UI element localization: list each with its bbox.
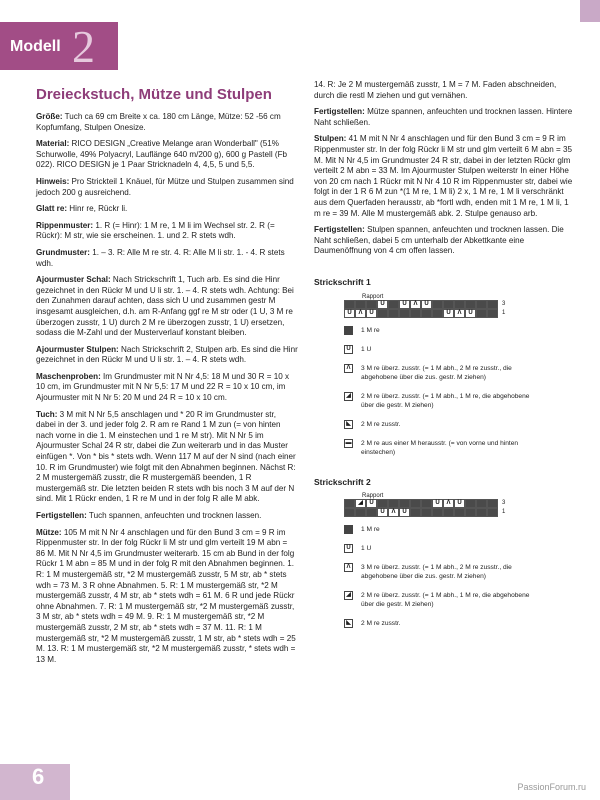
chart-cell	[476, 499, 487, 508]
legend-item	[344, 420, 544, 429]
legend-item	[344, 439, 544, 457]
paragraph-lead: Fertigstellen:	[314, 107, 365, 117]
paragraph-lead: Größe:	[36, 112, 63, 121]
paragraph	[36, 345, 298, 366]
paragraph	[36, 511, 298, 522]
chart-cell	[487, 508, 498, 517]
chart-cell: Ʌ	[355, 309, 366, 318]
chart-cell: U	[399, 508, 410, 517]
chart-cell	[476, 309, 487, 318]
paragraph-text: 1. – 3. R: Alle M re str. 4. R: Alle M li str. 1. - 4. R stets wdh.	[36, 247, 285, 268]
paragraph-lead: Ajourmuster Stulpen:	[36, 344, 119, 354]
modell-number: 2	[72, 21, 95, 72]
chart-cell: U	[377, 508, 388, 517]
legend-item	[344, 591, 544, 609]
chart-cell	[432, 508, 443, 517]
paragraph-text: 105 M mit N Nr 4 anschlagen und für den Bund 3 cm = 9 R im Rippenmuster str. In der folg Rückr li M str und glm verteilt 19 M abn = 86 M. Mit N Nr 4,5 im Grundmuster weiterarb. 15 cm ab Bund in der folg Rückr 1 M abn = 85 M und in der folg R mit den Abnahmen beginnen. 1. R: 1 M mustergemäß str, *2 M mustergemäß zusstr, 5 M str, ab * stets wdh = 73 M. 3 R ohne Abnahmen. 5. R: 1 M mustergemäß str, *2 M mustergemäß zusstr, 4 M str, ab * stets wdh = 61 M. 6 R und jede Rückr ohne Abnahmen. 7. R: 1 M mustergemäß str, *2 M mustergemäß zusstr, 3 M str, ab * stets wdh = 49 M. 9. R: 1 M mustergemäß str, *2 M mustergemäß zusstr, 2 M str, ab * stets wdh = 37 M. 11. R: 1 M mustergemäß str, *2 M mustergemäß zusstr, 1 M str, ab * stets wdh = 25 M. 13. R: 1 M mustergemäß str, *2 M mustergemäß zusstr, * stets wdh = 13 M.	[36, 527, 296, 664]
legend-item	[344, 544, 544, 553]
chart-cell: U	[377, 300, 388, 309]
legend-symbol-icon: ▬	[345, 439, 352, 446]
paragraph-lead: Fertigstellen:	[36, 511, 87, 520]
page-number: 6	[32, 764, 45, 789]
legend-text: 2 M re zusstr.	[361, 620, 401, 628]
legend-symbol-icon: ◢	[344, 591, 353, 600]
legend-text: 1 U	[361, 345, 372, 353]
chart-cell: Ʌ	[410, 300, 421, 309]
chart-cell	[465, 499, 476, 508]
legend-text: 1 U	[361, 545, 372, 553]
paragraph	[36, 204, 298, 215]
legend-symbol-icon: ◣	[344, 619, 353, 628]
chart-cell	[487, 300, 498, 309]
legend-symbol-icon: Ʌ	[344, 364, 353, 373]
chart-cell	[366, 508, 377, 517]
chart-cell	[388, 309, 399, 318]
chart-cell: U	[421, 300, 432, 309]
paragraph	[314, 107, 576, 128]
chart-2-title: Strickschrift 2	[314, 476, 371, 487]
paragraph	[314, 80, 576, 101]
paragraph	[36, 177, 298, 198]
legend-item	[344, 392, 544, 410]
legend-text: 1 M re	[361, 326, 380, 334]
paragraph-text: Tuch ca 69 cm Breite x ca. 180 cm Länge, Mütze: 52 -56 cm Kopfumfang, Stulpen Onesize.	[36, 112, 281, 132]
paragraph-text: RICO DESIGN „Creative Melange aran Wonderball" (51% Schurwolle, 49% Polyacryl, Lauflänge 640 m/200 g), 600 g Pastell (Fb 022). RICO DESIGN je 1 Paar Stricknadeln 4, 4,5, 5 und 5,5.	[36, 139, 288, 170]
chart-cell	[465, 508, 476, 517]
paragraph-lead: Grundmuster:	[36, 247, 90, 257]
paragraph	[36, 248, 298, 269]
legend-symbol-icon: ◣	[344, 420, 353, 429]
legend-text: 2 M re überz. zusstr. (= 1 M abh., 1 M re, die abgehobene über die gestr. M ziehen)	[361, 592, 530, 609]
chart-row	[344, 309, 576, 318]
paragraph	[36, 221, 298, 242]
paragraph	[314, 134, 576, 219]
corner-tab	[580, 0, 600, 22]
chart-cell	[344, 508, 355, 517]
right-column	[314, 80, 576, 638]
paragraph	[36, 139, 298, 171]
legend-symbol-icon	[344, 326, 353, 335]
legend-text: 2 M re überz. zusstr. (= 1 M abh., 1 M re, die abgehobene über die gestr. M ziehen)	[361, 392, 530, 409]
chart-cell: U	[465, 309, 476, 318]
paragraph	[36, 410, 298, 505]
chart-cell: U	[443, 309, 454, 318]
chart-cell	[443, 508, 454, 517]
chart-cell: U	[344, 309, 355, 318]
paragraph-text: Im Grundmuster mit N Nr 4,5: 18 M und 30 R = 10 x 10 cm, im Grundmuster mit N Nr 5,5: 17 M und 22 R = 10 x 10 cm, im Ajourmuster mit N Nr 5: 20 M und 24 R = 10 x 10 cm.	[36, 371, 290, 403]
paragraph-lead: Glatt re:	[36, 204, 68, 214]
paragraph-text: 41 M mit N Nr 4 anschlagen und für den Bund 3 cm = 9 R im Rippenmuster str. In der folg Rückr li M str und glm verteilt 6 M abn = 35 M. Mit N Nr 4,5 im Grundmuster 24 R str, dabei in der letzten Rückr glm verteilt 2 M abn = 33 M. Im Ajourmuster Stulpen weiterstr In einer Höhe von 20 cm nach 1 Rückr mit N Nr 4 10 R im Rippenmuster str, dabei wie folgt in der 1 R 6 M zun *(1 M re, 1 M li) 2 x, 1 M re, 1 M li verschränkt aus dem Querfaden herausstr, ab *fortl wdh, enden mit 1 M re, 1 M li, 1 m re = 39 M. Alle M mustergemäß abk. 2. Stulpe genauso arb.	[314, 134, 573, 218]
chart-cell: U	[366, 309, 377, 318]
modell-header	[0, 22, 118, 70]
legend-item	[344, 525, 544, 534]
chart-cell: U	[454, 499, 465, 508]
chart-cell	[399, 309, 410, 318]
chart-cell	[432, 309, 443, 318]
paragraph-text: 1. R (= Hinr): 1 M re, 1 M li im Wechsel str. 2. R (= Rückr): M str, wie sie erscheinen. 1. und 2. R stets wdh.	[36, 220, 275, 241]
chart-cell	[355, 508, 366, 517]
chart-1-legend	[344, 326, 544, 457]
chart-1-title: Strickschrift 1	[314, 276, 371, 287]
paragraph	[36, 112, 298, 133]
chart-cell: Ʌ	[443, 499, 454, 508]
chart-cell: U	[432, 499, 443, 508]
chart-cell	[487, 309, 498, 318]
legend-item	[344, 364, 544, 382]
chart-cell	[454, 508, 465, 517]
legend-text: 3 M re überz. zusstr. (= 1 M abh., 2 M re zusstr., die abgehobene über die zus. gestr. M ziehen)	[361, 564, 512, 581]
paragraph-text: 14. R: Je 2 M mustergemäß zusstr, 1 M = 7 M. Faden abschneiden, durch die restl M ziehen und gut vernähen.	[314, 80, 557, 100]
paragraph-text: 3 M mit N Nr 5,5 anschlagen und * 20 R im Grundmuster str, dabei in der 3. und jeder folg 2. R am re Rand 1 M zun (= von hinten nach vorne in die 1. M einstechen und 1 re M str). Mit N Nr 5 im Ajourmuster Schal 24 R str, dabei die Zun weiterarb und in das Muster einfügen *. Von * bis * stets wdh. Wenn 117 M auf der N sind (nach einer 10. R im Grundmuster) wie folgt mit den Abnahmen beginnen. Nächst R: 2 M mustergemäß zusstr, die R mustergemäß beenden, 1 R mustergemäß str. Die letzten beiden R stets wdh bis noch 3 M auf der N sind. Mit 1 Rückr enden, 1 R re M und in der folg R alle M abk.	[36, 409, 296, 504]
chart-cell	[410, 508, 421, 517]
chart-cell	[476, 300, 487, 309]
row-number: 3	[502, 500, 506, 507]
paragraph-lead: Tuch:	[36, 409, 58, 419]
watermark: PassionForum.ru	[517, 782, 586, 792]
chart-1-rapport: Rapport	[362, 293, 384, 300]
paragraph	[36, 372, 298, 404]
paragraph-text: Nach Strickschrift 2, Stulpen arb. Es sind die Hinr gezeichnet in den Rückr M und U li str. 1. – 4. R stets wdh.	[36, 344, 298, 365]
chart-cell	[476, 508, 487, 517]
paragraph-lead: Material:	[36, 139, 70, 149]
legend-symbol-icon: ◢	[344, 392, 353, 401]
modell-label: Modell	[10, 38, 61, 55]
row-number: 1	[502, 309, 506, 316]
chart-cell: U	[366, 499, 377, 508]
paragraph-text: Mütze spannen, anfeuchten und trocknen lassen. Hintere Naht schließen.	[314, 107, 573, 127]
paragraph-text: Stulpen spannen, anfeuchten und trocknen lassen. Die Naht schließen, dabei 5 cm unterhalb der Abkettkante eine Daumenöffnung von 4 cm offen lassen.	[314, 225, 564, 256]
chart-cell	[388, 300, 399, 309]
legend-symbol-icon: Ʌ	[344, 563, 353, 572]
chart-row	[344, 508, 576, 517]
legend-item	[344, 619, 544, 628]
paragraph-text: Hinr re, Rückr li.	[67, 204, 128, 214]
chart-cell	[410, 309, 421, 318]
chart-cell	[487, 499, 498, 508]
chart-2-legend	[344, 525, 544, 628]
paragraph-lead: Rippenmuster:	[36, 220, 94, 230]
paragraph-text: Pro Strickteil 1 Knäuel, für Mütze und Stulpen zusammen sind jedoch 200 g ausreichend.	[36, 176, 294, 197]
chart-cell	[421, 499, 432, 508]
paragraph-lead: Hinweis:	[36, 176, 70, 186]
left-column	[36, 112, 298, 671]
legend-symbol-icon: U	[344, 345, 353, 354]
legend-text: 2 M re aus einer M herausstr. (= von vorne und hinten einstechen)	[361, 439, 519, 456]
legend-text: 2 M re zusstr.	[361, 420, 401, 428]
chart-cell	[344, 499, 355, 508]
chart-cell	[432, 300, 443, 309]
legend-text: 1 M re	[361, 526, 380, 534]
paragraph-text: Tuch spannen, anfeuchten und trocknen lassen.	[86, 511, 262, 520]
paragraph	[36, 275, 298, 339]
paragraph-lead: Mütze:	[36, 527, 62, 537]
paragraph-text: Nach Strickschrift 1, Tuch arb. Es sind die Hinr gezeichnet in den Rückr M und U li str. 1. – 4. R stets wdh. Achtung: Bei den Zunahmen darauf achten, dass sich U und zusammen gestr M insgesamt ausgleichen, d.h. am R-Anfang ggf re M str oder (1 U, 3 M re überzogen zusstr, 1 U) durch 2 M re überzogen zusstr, 1 U) ersetzen, sodass die M-Zahl und der Musterverlauf konstant bleiben.	[36, 275, 294, 338]
legend-text: 3 M re überz. zusstr. (= 1 M abh., 2 M re zusstr., die abgehobene über die zus. gestr. M ziehen)	[361, 364, 512, 381]
legend-item	[344, 326, 544, 335]
chart-cell	[377, 309, 388, 318]
chart-2	[314, 477, 576, 629]
chart-cell: Ʌ	[388, 508, 399, 517]
paragraph-lead: Maschenproben:	[36, 371, 101, 381]
chart-1	[314, 277, 576, 457]
legend-symbol-icon: U	[344, 544, 353, 553]
legend-symbol-icon	[344, 525, 353, 534]
legend-item	[344, 563, 544, 581]
chart-cell	[421, 309, 432, 318]
page-title: Dreieckstuch, Mütze und Stulpen	[36, 86, 272, 103]
chart-2-grid	[344, 499, 576, 517]
paragraph	[314, 225, 576, 257]
legend-item	[344, 345, 544, 354]
chart-2-rapport: Rapport	[362, 493, 384, 500]
chart-row	[344, 499, 576, 508]
paragraph-lead: Ajourmuster Schal:	[36, 275, 111, 285]
paragraph-lead: Fertigstellen:	[314, 225, 365, 235]
row-number: 3	[502, 300, 506, 307]
chart-cell: ◢	[355, 499, 366, 508]
chart-cell: Ʌ	[454, 309, 465, 318]
paragraph-lead: Stulpen:	[314, 134, 347, 144]
chart-cell	[410, 499, 421, 508]
paragraph	[36, 528, 298, 666]
chart-cell	[421, 508, 432, 517]
chart-cell: U	[399, 300, 410, 309]
row-number: 1	[502, 509, 506, 516]
chart-1-grid	[344, 300, 576, 318]
